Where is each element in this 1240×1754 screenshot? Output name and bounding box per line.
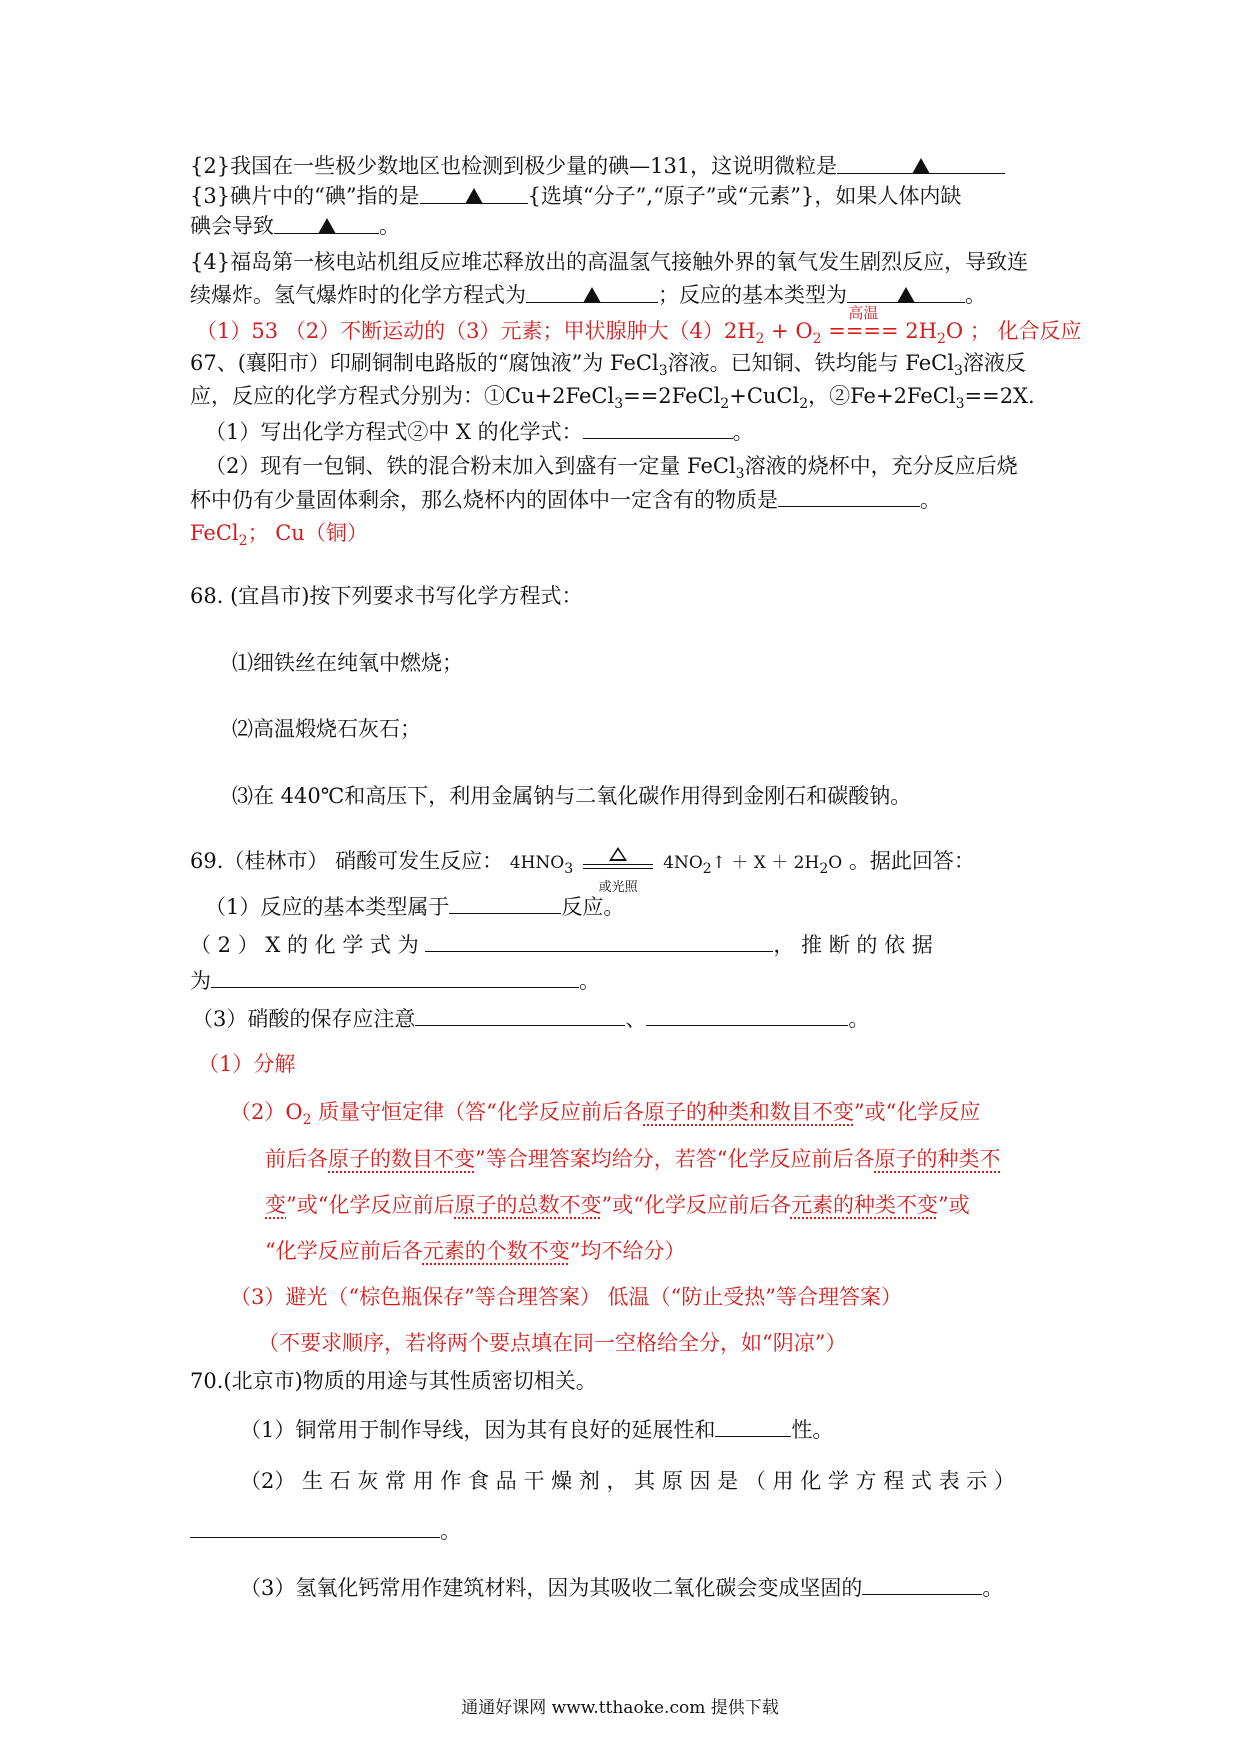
- subscript: 3: [564, 861, 574, 877]
- q69-answer-emphasis: 原子的种类和数目不变: [643, 1100, 854, 1124]
- condition-label: 高温: [848, 304, 879, 322]
- triangle-icon: [583, 287, 601, 303]
- q68-item2: [232, 714, 1112, 744]
- q70-sub2: [240, 1466, 1062, 1496]
- arrow-bar: [583, 864, 653, 866]
- condition-label: 或光照: [598, 879, 638, 895]
- answer-blank: [449, 891, 561, 914]
- answer-blank: [211, 965, 579, 988]
- q69-answer-emphasis: 原子的种类不: [874, 1147, 1001, 1171]
- q66-answer-text-a: （1）53 （2）不断运动的（3）元素；甲状腺肿大（4）2H: [196, 319, 756, 343]
- q69-answer2-cont2: [265, 1190, 1145, 1220]
- q67-text: 溶液反: [962, 351, 1026, 375]
- q66-answer-text-c: 2H: [898, 319, 937, 343]
- q68-item-text: ⑴细铁丝在纯氧中燃烧；: [232, 651, 463, 675]
- q69-answer-text: 前后各: [265, 1147, 328, 1171]
- subscript: 2: [936, 331, 946, 347]
- subscript: 2: [238, 533, 248, 549]
- q69-sub3-text: （3）硝酸的保存应注意: [192, 1007, 416, 1031]
- q67-sub1-text: （1）写出化学方程式②中 X 的化学式：: [205, 420, 583, 444]
- subscript: 2: [819, 861, 829, 877]
- equation: [509, 853, 843, 895]
- q67-sub2-text: 杯中仍有少量固体剩余，那么烧杯内的固体中一定含有的物质是: [190, 488, 778, 512]
- answer-blank: [778, 484, 920, 507]
- q69-answer-emphasis: 变: [265, 1193, 286, 1217]
- q70-sub2-cont: [190, 1515, 1070, 1546]
- q69-answer-text: 质量守恒定律（答“化学反应前后各: [311, 1100, 644, 1124]
- q69-answer2: [230, 1097, 1110, 1135]
- q68-item1: [232, 648, 1112, 678]
- q69-answer-text: ”均不给分）: [569, 1239, 686, 1263]
- q69-sub2: [190, 929, 1070, 960]
- equation-right: ↑ ＋ X ＋ 2H: [711, 853, 820, 873]
- q67-answer: [190, 518, 1070, 556]
- answer-blank: [526, 280, 658, 303]
- triangle-icon: [465, 188, 483, 204]
- q67-sub2-cont: [190, 484, 1070, 515]
- q69-answer-text: ”或“化学反应前后各: [601, 1193, 791, 1217]
- q69-sub1-text: 反应。: [561, 895, 625, 919]
- answer-blank: [583, 416, 733, 439]
- q68-item-text: ⑶在 440℃和高压下，利用金属钠与二氧化碳作用得到金刚石和碳酸钠。: [232, 784, 912, 808]
- equation-right: O: [828, 853, 843, 873]
- reaction-arrow: ====: [828, 319, 899, 343]
- q70-sub2-text: （2） 生 石 灰 常 用 作 食 品 干 燥 剂 ， 其 原 因 是 （ 用 化 学 方 程 式 表 示 ）: [240, 1469, 1015, 1493]
- q67-text: ==2FeCl: [623, 384, 721, 408]
- q67-text: ==2X.: [964, 384, 1035, 408]
- answer-blank: [420, 181, 528, 204]
- answer-blank: [415, 1003, 625, 1026]
- q69-answer-text: （不要求顺序，若将两个要点填在同一空格给全分，如“阴凉”）: [258, 1331, 847, 1355]
- reaction-condition: [583, 849, 653, 895]
- q69-answer2-cont3: [265, 1236, 1145, 1266]
- punctuation: 。: [440, 1519, 461, 1543]
- arrow-bar: [583, 868, 653, 870]
- equation-left: 4HNO: [509, 853, 565, 873]
- punctuation: 。: [579, 969, 600, 993]
- q69-sub1-text: （1）反应的基本类型属于: [205, 895, 450, 919]
- q66-part2: [190, 151, 1070, 181]
- punctuation: 。: [920, 488, 941, 512]
- subscript: 2: [812, 331, 822, 347]
- q67-sub1: [205, 416, 1085, 447]
- subscript: 3: [955, 396, 965, 412]
- q67-sub2-text: 溶液的烧杯中，充分反应后烧: [744, 454, 1018, 478]
- q70-sub3-text: （3）氢氧化钙常用作建筑材料，因为其吸收二氧化碳会变成坚固的: [240, 1576, 863, 1600]
- q69-sub3: [192, 1003, 1072, 1034]
- q70-title-text: 70.(北京市)物质的用途与其性质密切相关。: [190, 1369, 597, 1393]
- q66-part4-text-a: {4}福岛第一核电站机组反应堆芯释放出的高温氢气接触外界的氧气发生剧烈反应，导致连: [190, 250, 1029, 274]
- q69-title: [190, 846, 1070, 895]
- q69-answer1: [198, 1049, 1078, 1079]
- q69-sub2-text: 为: [190, 969, 211, 993]
- q69-answer-text: ”或“化学反应前后: [286, 1193, 455, 1217]
- q67-text: 溶液。已知铜、铁均能与 FeCl: [667, 351, 954, 375]
- answer-blank: [837, 151, 1005, 174]
- q69-title-text: 。据此回答：: [848, 849, 975, 873]
- q66-answer-text-b: + O: [764, 319, 813, 343]
- q66-part3-text-a: {3}碘片中的“碘”指的是: [190, 184, 420, 208]
- q69-title-text: 69.（桂林市） 硝酸可发生反应：: [190, 849, 504, 873]
- q70-sub1-text: （1）铜常用于制作导线，因为其有良好的延展性和: [240, 1418, 716, 1442]
- q67-equations: [190, 381, 1070, 419]
- q69-sub2-text: （ 2 ） X 的 化 学 式 为: [190, 933, 419, 957]
- q66-part4-text-c: ；反应的基本类型为: [658, 283, 847, 307]
- q69-sub2-text: ， 推 断 的 依 据: [773, 933, 933, 957]
- subscript: 2: [799, 396, 809, 412]
- subscript: 2: [302, 1112, 312, 1128]
- q69-answer3: [230, 1282, 1110, 1312]
- q67-answer-text: FeCl: [190, 521, 239, 545]
- q67-answer-text: ； Cu（铜）: [247, 521, 368, 545]
- q68-title-text: 68. (宜昌市)按下列要求书写化学方程式：: [190, 584, 583, 608]
- punctuation: 。: [982, 1576, 1004, 1600]
- q70-sub1-text: 性。: [791, 1418, 834, 1442]
- q69-answer-emphasis: 元素的种类不变: [790, 1193, 938, 1217]
- q69-answer-text: （1）分解: [198, 1052, 296, 1076]
- answer-blank: [425, 929, 773, 952]
- answer-blank: [190, 1515, 440, 1538]
- answer-blank: [274, 211, 379, 234]
- q69-answer-text: （3）避光（“棕色瓶保存”等合理答案） 低温（“防止受热”等合理答案）: [230, 1285, 902, 1309]
- delta-icon: [609, 847, 627, 861]
- page-footer: 通通好课网 www.tthaoke.com 提供下载: [461, 1698, 779, 1718]
- q67-text: ，②Fe+2FeCl: [808, 384, 956, 408]
- q69-answer-emphasis: 原子的数目不变: [328, 1147, 475, 1171]
- q67-text: +CuCl: [729, 384, 800, 408]
- subscript: 3: [735, 466, 745, 482]
- subscript: 2: [702, 861, 712, 877]
- q68-item-text: ⑵高温煅烧石灰石；: [232, 717, 421, 741]
- q66-part3-text-c: 碘会导致: [190, 214, 274, 238]
- q69-sub1: [205, 891, 1085, 922]
- q69-answer-text: （2）O: [230, 1100, 303, 1124]
- q66-part3-text-b: {选填“分子”,“原子”或“元素”}，如果人体内缺: [527, 184, 962, 208]
- punctuation: 、: [625, 1007, 647, 1031]
- subscript: 3: [953, 363, 963, 379]
- q69-answer-emphasis: 元素的个数不变: [422, 1239, 570, 1263]
- q67-text: 应，反应的化学方程式分别为：①Cu+2FeCl: [190, 384, 615, 408]
- triangle-icon: [318, 218, 336, 234]
- triangle-icon: [897, 287, 915, 303]
- q67-sub2-text: （2）现有一包铜、铁的混合粉末加入到盛有一定量 FeCl: [205, 454, 736, 478]
- q66-part4-cont: 续爆炸。氢气爆炸时的化学方程式为 ；反应的基本类型为 。: [190, 280, 1070, 310]
- q66-part3: [190, 181, 1070, 211]
- q66-part4: [190, 247, 1070, 277]
- triangle-icon: [912, 158, 930, 174]
- subscript: 3: [658, 363, 668, 379]
- q69-answer-emphasis: 原子的总数不变: [454, 1193, 602, 1217]
- q66-part2-text: {2}我国在一些极少数地区也检测到极少量的碘—131，这说明微粒是: [190, 154, 838, 178]
- subscript: 2: [720, 396, 730, 412]
- q69-answer-text: ”或“化学反应: [853, 1100, 981, 1124]
- punctuation: 。: [848, 1007, 870, 1031]
- q69-answer-text: “化学反应前后各: [265, 1239, 423, 1263]
- q66-part4-text-b: 续爆炸。氢气爆炸时的化学方程式为: [190, 283, 526, 307]
- q66-answer-text-d: O ； 化合反应: [945, 319, 1082, 343]
- answer-blank: [715, 1414, 791, 1437]
- equation-right: 4NO: [663, 853, 703, 873]
- q69-answer-text: ”或: [937, 1193, 970, 1217]
- reaction-condition: [828, 304, 899, 346]
- answer-blank: [862, 1572, 982, 1595]
- q70-title: [190, 1366, 1070, 1396]
- q70-sub1: [240, 1414, 1120, 1445]
- q69-answer-text: ”等合理答案均给分，若答“化学反应前后各: [475, 1147, 875, 1171]
- subscript: 2: [755, 331, 765, 347]
- q70-sub3: [240, 1572, 1120, 1603]
- q69-answer-note: [258, 1328, 1138, 1358]
- q68-item3: [232, 781, 1112, 811]
- answer-blank: [646, 1003, 848, 1026]
- q67-text: 67、(襄阳市）印刷铜制电路版的“腐蚀液”为 FeCl: [190, 351, 659, 375]
- q68-title: [190, 581, 1070, 611]
- q69-sub2-cont: [190, 965, 1070, 996]
- punctuation: 。: [732, 420, 754, 444]
- q69-answer2-cont1: [265, 1144, 1145, 1174]
- subscript: 3: [614, 396, 624, 412]
- q66-part3-cont: 碘会导致 。: [190, 211, 1070, 241]
